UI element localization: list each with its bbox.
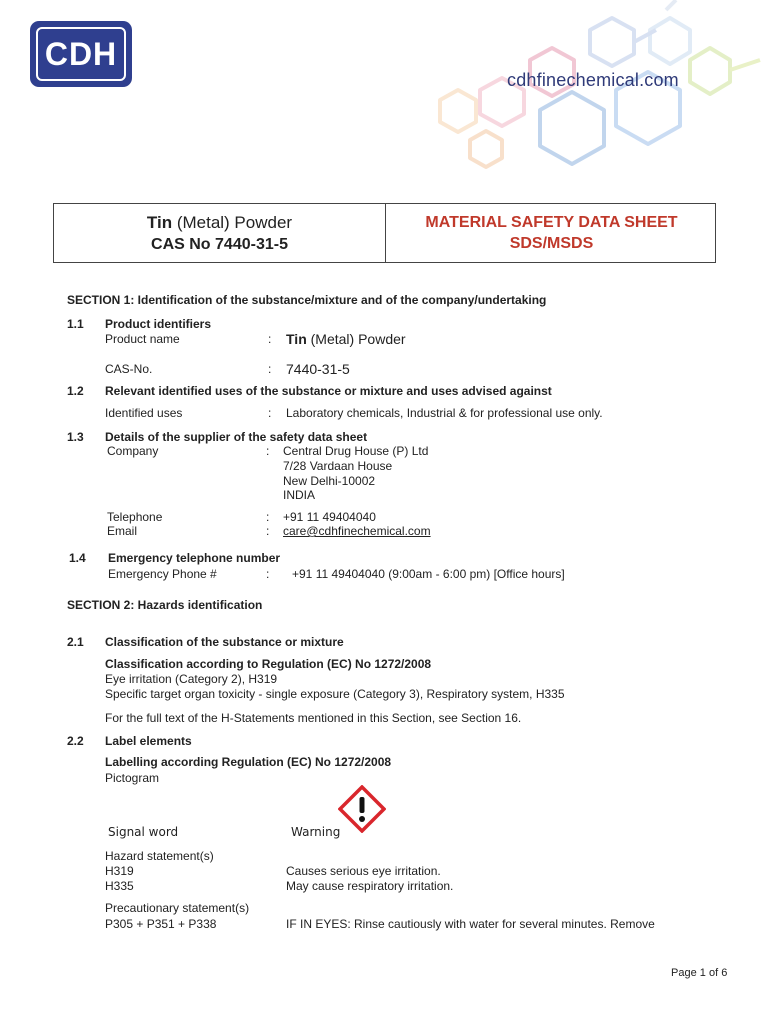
classification-reg-heading: Classification according to Regulation (EC) No 1272/2008	[105, 657, 432, 671]
telephone-label: Telephone	[107, 510, 163, 524]
emergency-phone-label: Emergency Phone #	[108, 567, 217, 581]
section1-heading: SECTION 1: Identification of the substance/mixture and of the company/undertaking	[67, 293, 547, 307]
email-link[interactable]: care@cdhfinechemical.com	[283, 524, 431, 538]
s2-1-title: Classification of the substance or mixture	[105, 635, 344, 649]
s1-2-title: Relevant identified uses of the substance or mixture and uses advised against	[105, 384, 552, 398]
cas-value: 7440-31-5	[286, 361, 350, 377]
company-line: 7/28 Vardaan House	[283, 459, 393, 473]
s1-3-title: Details of the supplier of the safety data sheet	[105, 430, 368, 444]
product-title-rest: (Metal) Powder	[172, 213, 293, 232]
separator: :	[266, 510, 270, 524]
hazard-text: May cause respiratory irritation.	[286, 879, 454, 893]
product-title	[54, 212, 385, 234]
bond-line	[634, 30, 656, 42]
labelling-reg-heading: Labelling according Regulation (EC) No 1272/2008	[105, 755, 392, 769]
signal-word-value: Warning	[291, 825, 341, 839]
precautionary-statements-label: Precautionary statement(s)	[105, 901, 250, 915]
separator: :	[266, 567, 270, 581]
exclamation-mark-diamond-icon	[338, 785, 386, 833]
company-line: Central Drug House (P) Ltd	[283, 444, 429, 458]
product-title-cell	[54, 212, 385, 256]
document-title-cell	[386, 212, 717, 254]
page-total: 6	[721, 967, 728, 979]
page-label: Page	[671, 967, 697, 979]
cdh-logo	[30, 21, 132, 87]
emergency-phone-note: (9:00am - 6:00 pm) [Office hours]	[384, 567, 565, 581]
s2-2-title: Label elements	[105, 734, 192, 748]
separator: :	[266, 444, 270, 458]
separator: :	[268, 406, 272, 420]
hazard-text: Causes serious eye irritation.	[286, 864, 441, 878]
hazard-code: H335	[105, 879, 134, 893]
hexagon	[440, 90, 476, 132]
signal-word-label: Signal word	[108, 825, 179, 839]
identified-uses-value: Laboratory chemicals, Industrial & for professional use only.	[286, 406, 603, 420]
s1-3-number: 1.3	[67, 430, 84, 444]
hazard-statements-label: Hazard statement(s)	[105, 849, 214, 863]
s1-1-number: 1.1	[67, 317, 84, 331]
company-line: INDIA	[283, 488, 316, 502]
product-name-label: Product name	[105, 332, 180, 346]
bond-line	[666, 0, 676, 10]
hexagon	[470, 131, 502, 167]
product-name-rest: (Metal) Powder	[306, 331, 406, 347]
product-cas: CAS No 7440-31-5	[151, 236, 288, 253]
hexagon	[590, 18, 634, 66]
product-name-value	[286, 331, 406, 347]
page-current: 1	[699, 967, 706, 979]
s2-2-number: 2.2	[67, 734, 84, 748]
s1-1-title: Product identifiers	[105, 317, 212, 331]
document-title: MATERIAL SAFETY DATA SHEET	[425, 214, 678, 231]
product-name-bold: Tin	[286, 331, 307, 347]
s1-4-title: Emergency telephone number	[108, 551, 281, 565]
email-label: Email	[107, 524, 138, 538]
title-box	[53, 203, 716, 263]
section2-heading: SECTION 2: Hazards identification	[67, 598, 263, 612]
hexagon	[650, 18, 690, 64]
s1-2-number: 1.2	[67, 384, 84, 398]
precaution-text: IF IN EYES: Rinse cautiously with water for several minutes. Remove	[286, 917, 655, 931]
hexagon	[690, 48, 730, 94]
molecule-background-graphic	[420, 0, 768, 195]
website-url: cdhfinechemical.com	[507, 70, 679, 90]
page-of-label: of	[708, 967, 719, 979]
identified-uses-label: Identified uses	[105, 406, 183, 420]
bond-line	[730, 60, 760, 70]
s1-4-number: 1.4	[69, 551, 86, 565]
separator: :	[268, 362, 272, 376]
separator: :	[268, 332, 272, 346]
hexagon	[540, 92, 604, 164]
s2-1-number: 2.1	[67, 635, 84, 649]
document-subtitle: SDS/MSDS	[509, 235, 594, 252]
hazard-code: H319	[105, 864, 134, 878]
cas-label: CAS-No.	[105, 362, 153, 376]
h-statements-note: For the full text of the H-Statements mentioned in this Section, see Section 16.	[105, 711, 522, 725]
precaution-code: P305 + P351 + P338	[105, 917, 217, 931]
separator: :	[266, 524, 270, 538]
page-number	[671, 966, 727, 980]
classification-line: Eye irritation (Category 2), H319	[105, 672, 278, 686]
company-label: Company	[107, 444, 159, 458]
emergency-phone-value	[292, 567, 565, 581]
classification-line: Specific target organ toxicity - single exposure (Category 3), Respiratory system, H335	[105, 687, 565, 701]
telephone-value: +91 11 49404040	[283, 510, 376, 524]
pictogram-label: Pictogram	[105, 771, 160, 785]
company-line: New Delhi-10002	[283, 474, 376, 488]
logo-text: CDH	[36, 27, 126, 81]
emergency-phone-number: +91 11 49404040	[292, 567, 385, 581]
product-title-bold: Tin	[146, 213, 173, 232]
